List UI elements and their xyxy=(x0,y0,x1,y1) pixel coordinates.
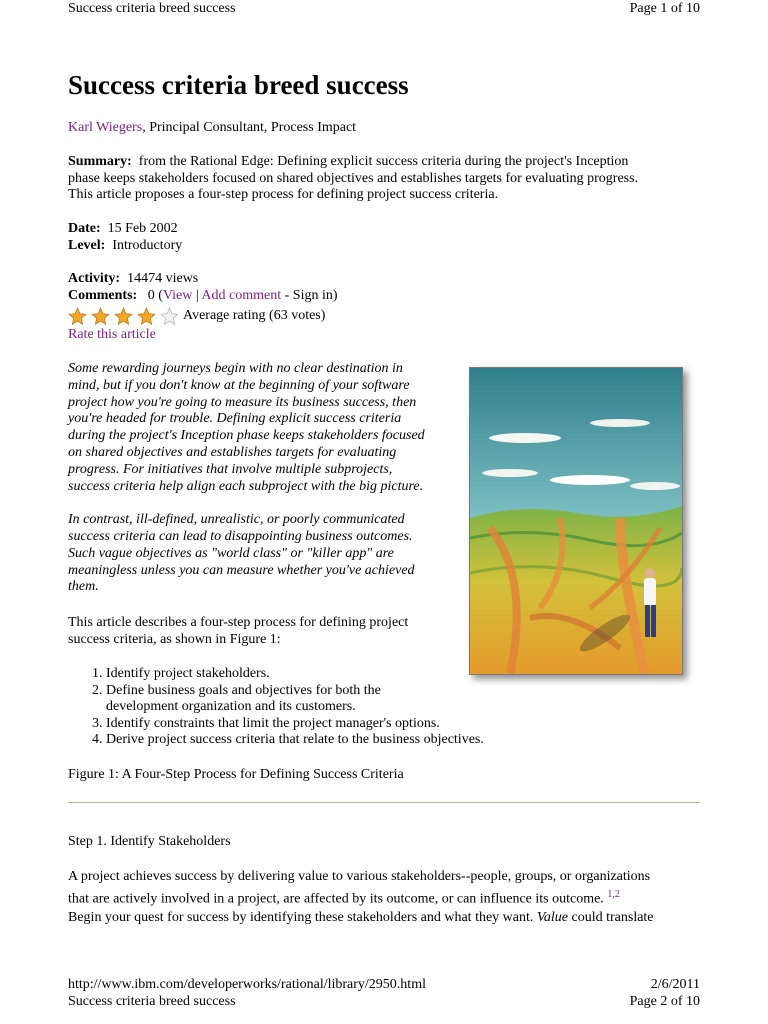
page-footer xyxy=(68,976,700,1010)
intro-line: success criteria help align each subproject with the big picture. xyxy=(68,478,424,494)
step1-line-2-text: that are actively involved in a project, are affected by its outcome, or can influence its outcome. xyxy=(68,891,604,907)
byline xyxy=(68,120,356,137)
step1-line-3 xyxy=(68,909,708,927)
intro-line: on shared objectives and establishes targets for evaluating xyxy=(68,444,397,460)
date-label: Date: xyxy=(68,221,101,236)
intro-line: success criteria can lead to disappointing business outcomes. xyxy=(68,528,413,544)
average-rating-text: Average rating (63 votes) xyxy=(183,308,326,324)
intro-line: progress. For initiatives that involve multiple subprojects, xyxy=(68,461,393,477)
activity-row xyxy=(68,271,198,288)
section-heading: Step 1. Identify Stakeholders xyxy=(68,834,231,849)
summary xyxy=(68,154,708,204)
author-affiliation: , Principal Consultant, Process Impact xyxy=(142,120,357,135)
intro-line: Some rewarding journeys begin with no clear destination in xyxy=(68,361,403,376)
star-icon[interactable] xyxy=(91,307,110,326)
intro-line: meaningless unless you can measure whether you've achieved xyxy=(68,562,415,578)
view-comments-link[interactable]: View xyxy=(162,288,193,303)
comments-label: Comments: xyxy=(68,288,138,303)
intro-text xyxy=(68,361,460,613)
intro-line: mind, but if you don't know at the beginning of your software xyxy=(68,377,410,393)
intro-line: project how you're going to measure its business success, then xyxy=(68,394,417,410)
step1-body xyxy=(68,868,708,927)
intro-paragraph-1 xyxy=(68,361,460,495)
step-text: Define business goals and objectives for both the xyxy=(106,682,381,698)
step-text-cont: development organization and its customers. xyxy=(106,699,356,714)
header-doc-title: Success criteria breed success xyxy=(68,1,236,16)
star-empty-icon[interactable] xyxy=(160,307,179,326)
footer-url: http://www.ibm.com/developerworks/rational/library/2950.html xyxy=(68,977,426,992)
add-comment-link[interactable]: Add comment xyxy=(201,288,282,303)
list-item xyxy=(106,732,726,749)
footer-title: Success criteria breed success xyxy=(68,994,236,1009)
rate-article-link[interactable]: Rate this article xyxy=(68,327,156,342)
level-row xyxy=(68,238,182,255)
intro-paragraph-2 xyxy=(68,512,460,596)
star-icon[interactable] xyxy=(68,307,87,326)
step1-line-1: A project achieves success by delivering value to various stakeholders--people, groups, or organizations xyxy=(68,869,651,884)
footer-date: 2/6/2011 xyxy=(650,977,700,992)
page-header xyxy=(68,1,700,18)
figure-caption: Figure 1: A Four-Step Process for Defining Success Criteria xyxy=(68,767,404,782)
summary-label: Summary: xyxy=(68,154,132,169)
date-value: 15 Feb 2002 xyxy=(107,221,178,236)
level-value: Introductory xyxy=(112,238,183,253)
summary-line-3: This article proposes a four-step process for defining project success criteria. xyxy=(68,187,499,202)
article-description xyxy=(68,615,460,648)
level-label: Level: xyxy=(68,238,106,253)
list-item xyxy=(106,683,726,716)
intro-line: you're headed for trouble. Defining explicit success criteria xyxy=(68,411,402,427)
intro-line: In contrast, ill-defined, unrealistic, or poorly communicated xyxy=(68,512,405,528)
step1-line-3-b: could translate xyxy=(571,909,654,925)
footnote-ref-link[interactable]: 1,2 xyxy=(607,889,620,900)
rating-stars xyxy=(68,307,325,326)
comments-count: 0 ( xyxy=(147,288,163,303)
header-page-number: Page 1 of 10 xyxy=(629,1,700,16)
footer-page-number: Page 2 of 10 xyxy=(629,994,700,1009)
section-divider xyxy=(68,802,700,803)
summary-line-1: from the Rational Edge: Defining explicit success criteria during the project's Inception xyxy=(138,154,629,169)
author-link[interactable]: Karl Wiegers xyxy=(68,120,143,135)
description-line: success criteria, as shown in Figure 1: xyxy=(68,631,281,647)
star-icon[interactable] xyxy=(137,307,156,326)
intro-line: during the project's Inception phase keeps stakeholders focused xyxy=(68,428,425,444)
date-row xyxy=(68,221,178,238)
article-title: Success criteria breed success xyxy=(68,70,409,100)
sign-in-text: - Sign in) xyxy=(281,288,338,303)
step-text: Identify project stakeholders. xyxy=(106,666,270,681)
step1-line-2 xyxy=(68,886,708,909)
list-item xyxy=(106,716,726,733)
star-icon[interactable] xyxy=(114,307,133,326)
step-text: Derive project success criteria that relate to the business objectives. xyxy=(106,732,484,747)
intro-line: them. xyxy=(68,579,99,595)
intro-line: Such vague objectives as "world class" or "killer app" are xyxy=(68,545,394,561)
activity-label: Activity: xyxy=(68,271,121,286)
steps-list xyxy=(68,666,726,749)
step-text: Identify constraints that limit the project manager's options. xyxy=(106,715,440,731)
summary-line-2: phase keeps stakeholders focused on shared objectives and establishes targets for evaluating progress. xyxy=(68,170,639,186)
comments-row xyxy=(68,288,338,305)
illustration-man-walking-hills xyxy=(469,367,683,675)
description-line: This article describes a four-step process for defining project xyxy=(68,615,409,630)
step1-line-3-em: Value xyxy=(536,909,568,925)
step1-line-3-a: Begin your quest for success by identifying these stakeholders and what they want. xyxy=(68,909,534,925)
activity-value: 14474 views xyxy=(127,271,199,286)
comments-separator: | xyxy=(192,288,202,303)
